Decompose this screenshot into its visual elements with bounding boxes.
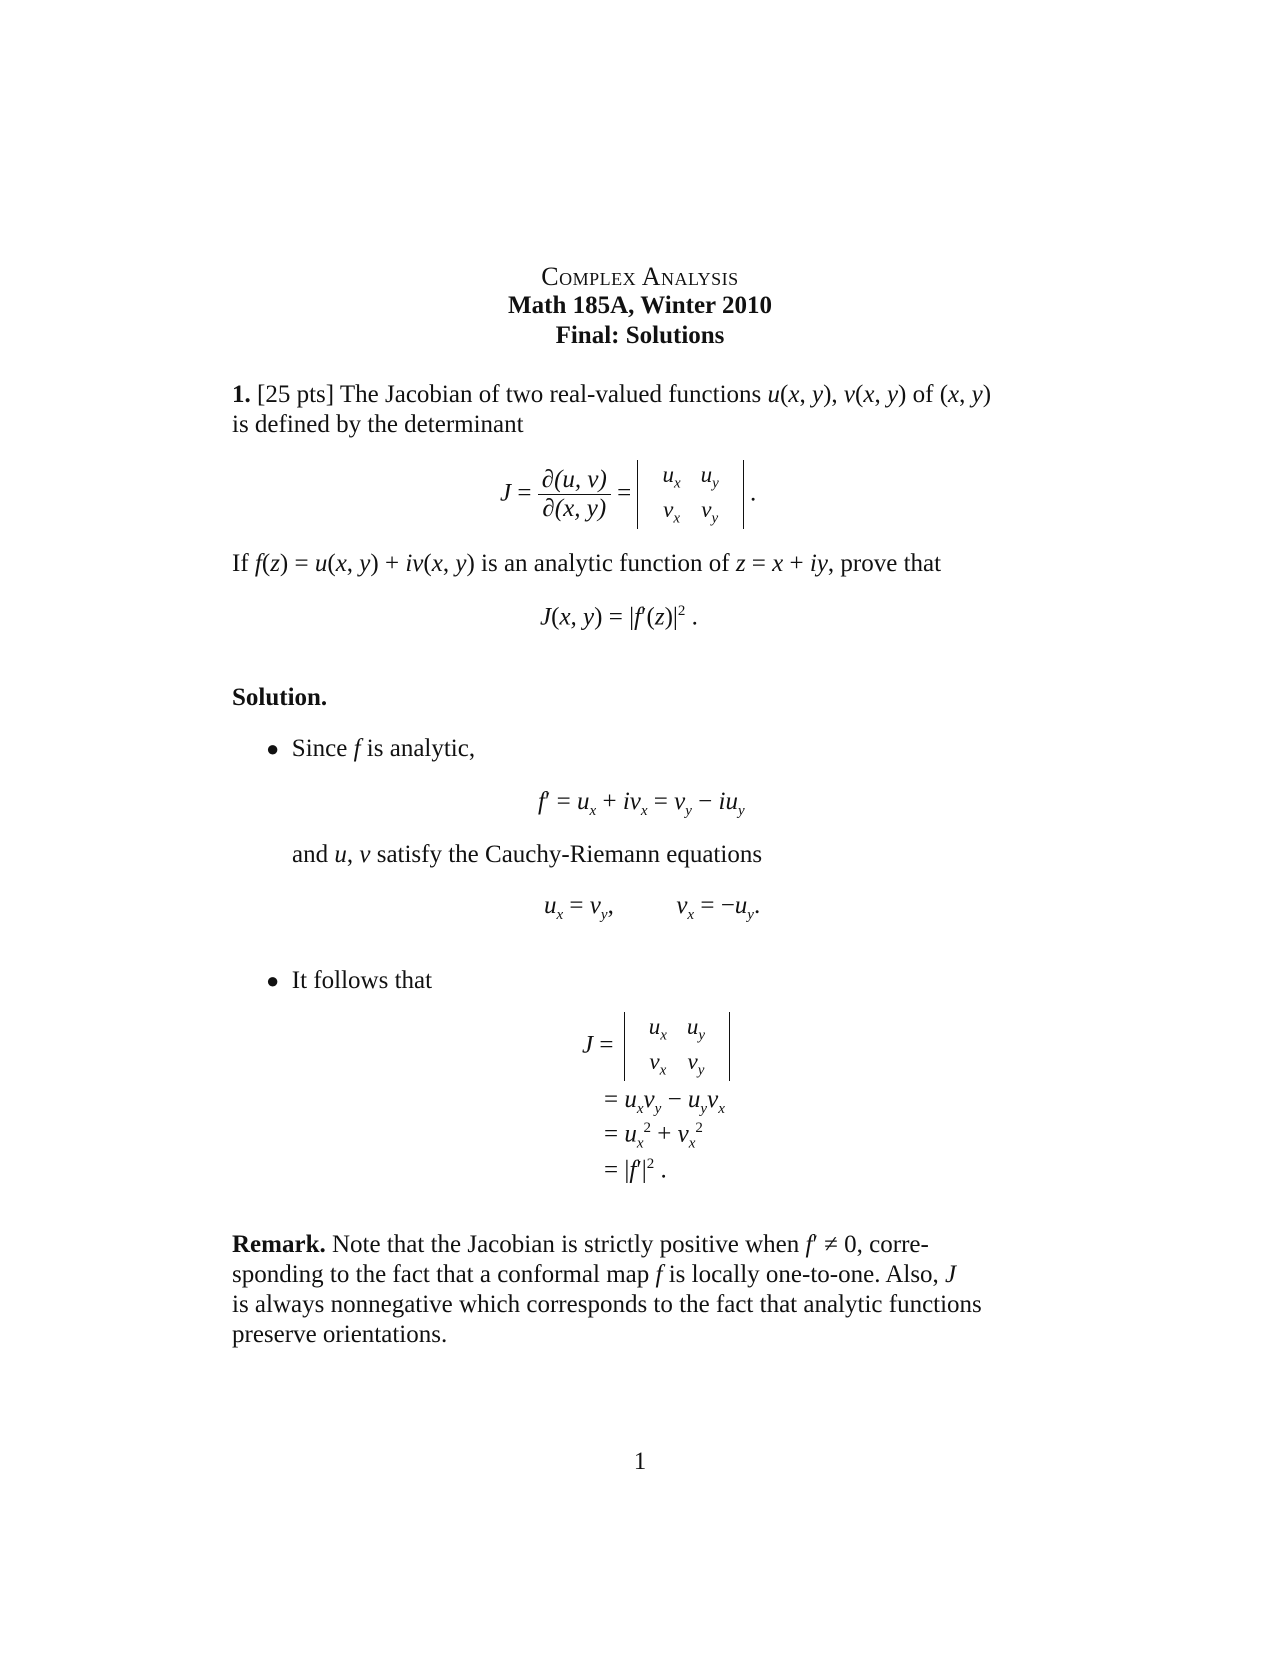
course-title: Complex Analysis (541, 262, 739, 291)
jacobian-determinant: $u_x$ $u_y$ $v_x$ $v_y$ (637, 460, 743, 529)
page-number: 1 (633, 1448, 647, 1475)
remark-paragraph: Remark. Note that the Jacobian is strictly positive when f′ ≠ 0, corre- sponding to the fact that a conformal map f is locally one-to-one. Also, J is always nonnegative which corresponds to the fact that analytic functions preserve orientations. (232, 1231, 982, 1348)
cauchy-riemann-equations: $u_x = v_y$, $v_x = -u_y$. (544, 892, 761, 923)
claim-equation: J(x, $y) = |f'(z)|^2$ . (540, 603, 698, 631)
derivation-step-3: = $u_x^2 + v_x^2$ (604, 1120, 703, 1152)
solution-bullet-2: ● It follows that (266, 967, 433, 994)
jacobian-definition-equation: J = $\frac{\partial(u, v)}{\partial(x, y)}$ = $u_x$ $u_y$ $v_x$ $v_y$ . (500, 460, 756, 529)
exam-title: Final: Solutions (555, 322, 725, 349)
problem-statement-line2: is defined by the determinant (232, 411, 524, 438)
derivation-step-4: = $|f'|^2$ . (604, 1156, 667, 1184)
problem-number: 1. (232, 381, 251, 408)
problem-points: [25 pts] (257, 381, 335, 408)
problem-statement-line1: 1. [25 pts] The Jacobian of two real-valued functions u(x, y), v(x, y) of (x, y) (232, 381, 992, 408)
remark-label: Remark. (232, 1231, 326, 1258)
jacobian-derivation: J = $u_x$ $u_y$ $v_x$ $v_y$ (582, 1012, 730, 1076)
partial-fraction: $\frac{\partial(u, v)}{\partial(x, y)}$ (538, 466, 611, 523)
solution-bullet-1-continuation: and u, v satisfy the Cauchy-Riemann equations (292, 841, 763, 868)
derivative-equation: $f' = u_x + iv_x = v_y - iu_y$ (538, 788, 745, 819)
problem-statement-line3: If f(z) = u(x, y) + iv(x, y) is an analytic function of z = x + iy, prove that (232, 550, 942, 577)
solution-bullet-1: ● Since f is analytic, (266, 735, 476, 762)
solution-heading: Solution. (232, 684, 328, 711)
derivation-step-2: = $u_xv_y - u_yv_x$ (604, 1086, 725, 1117)
course-subtitle: Math 185A, Winter 2010 (508, 292, 772, 319)
